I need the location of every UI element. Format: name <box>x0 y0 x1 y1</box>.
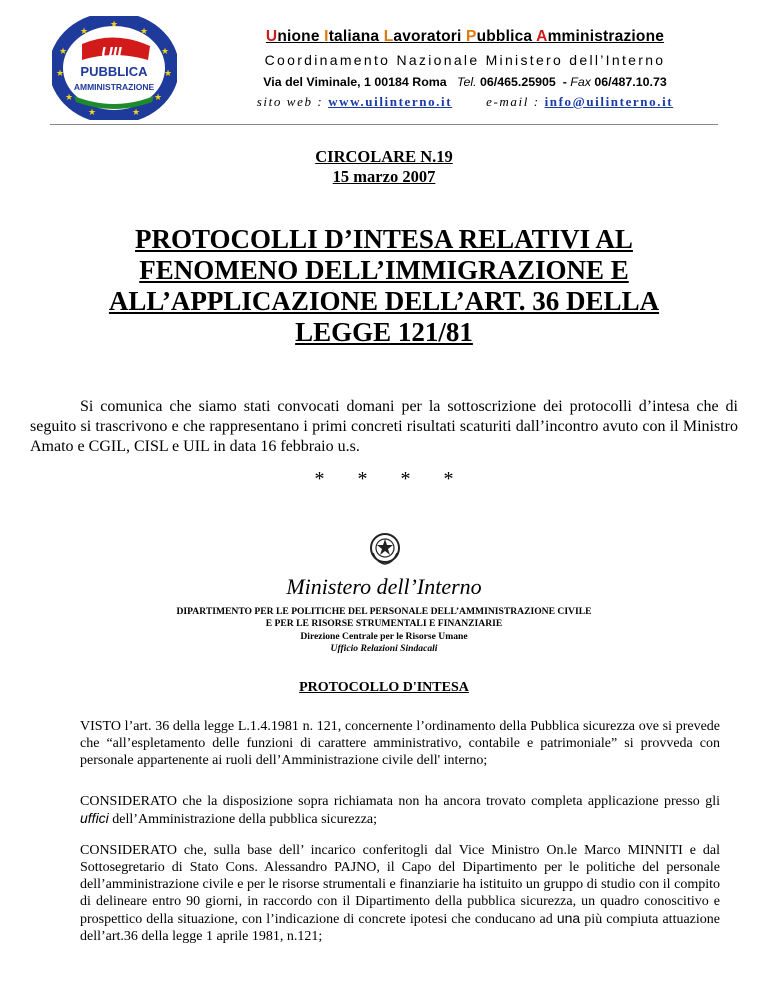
logo-line1: PUBBLICA <box>80 64 148 79</box>
svg-text:★: ★ <box>58 46 68 56</box>
org-name: Unione Italiana Lavoratori Pubblica Amministrazione <box>265 28 665 45</box>
dept-line2: E PER LE RISORSE STRUMENTALI E FINANZIARIE <box>265 618 503 629</box>
fax: 06/487.10.73 <box>594 75 667 89</box>
direction: Direzione Centrale per le Risorse Umane <box>300 631 468 642</box>
web-link[interactable]: www.uilinterno.it <box>328 94 453 109</box>
coordination-line: Coordinamento Nazionale Ministero dell’Interno <box>264 52 666 68</box>
separator-stars: * * * * <box>314 468 454 490</box>
dept-line1: DIPARTIMENTO PER LE POLITICHE DEL PERSONALE DELL’AMMINISTRAZIONE CIVILE <box>176 606 592 617</box>
intro-paragraph: Si comunica che siamo stati convocati domani per la sottoscrizione dei protocolli d’intesa che di seguito si trascrivono e che rappresentano i primi concreti risultati scaturiti dall’incontro avuto con il Ministro Amato e CGIL, CISL e UIL in data 16 febbraio u.s. <box>30 398 738 455</box>
svg-text:★: ★ <box>87 107 97 117</box>
web-label: sito web : <box>256 94 324 109</box>
email-link[interactable]: info@uilinterno.it <box>544 94 674 109</box>
protocol-paragraph-1: VISTO l’art. 36 della legge L.1.4.1981 n. 121, concernente l’ordinamento della Pubblica sicurezza ove si prevede che “all’espletamento delle funzioni di carattere amministrativo, contabile e patrimoniale” si provveda con personale appartenente ai ruoli dell’Amministrazione civile dell' interno; <box>80 719 720 768</box>
circular-number: CIRCOLARE N.19 <box>315 147 453 166</box>
ministry-name: Ministero dell’Interno <box>286 574 482 599</box>
tel-label: Tel. <box>457 75 477 89</box>
document-title: PROTOCOLLI D’INTESA RELATIVI AL FENOMENO DELL’IMMIGRAZIONE E ALL’APPLICAZIONE DELL’ART. 36 DELLA LEGGE 121/81 <box>108 224 660 347</box>
email-label: e-mail : <box>486 94 540 109</box>
office: Ufficio Relazioni Sindacali <box>330 643 438 654</box>
svg-text:★: ★ <box>109 19 119 29</box>
svg-text:★: ★ <box>139 26 149 36</box>
svg-text:★: ★ <box>160 46 170 56</box>
logo-top-text: UIL <box>101 45 127 62</box>
protocol-paragraph-3: CONSIDERATO che, sulla base dell’ incarico conferitogli dal Vice Ministro On.le Marco MINNITI e dal Sottosegretario di Stato Cons. Alessandro PAJNO, il Capo del Dipartimento per le politiche del personale dell’amministrazione civile e per le risorse strumentali e finanziarie ha istituito un gruppo di studio con il compito di delineare entro 90 giorni, in raccordo con il Dipartimento della pubblica sicurezza, un quadro conoscitivo e prospettico della situazione, con l’indicazione di concrete ipotesi che conducano ad una più compiuta attuazione dell’art.36 della legge 1 aprile 1981, n.121; <box>80 843 720 944</box>
svg-text:★: ★ <box>163 68 173 78</box>
contact-line: Via del Viminale, 1 00184 Roma Tel. 06/465.25905 - Fax 06/487.10.73 <box>263 75 667 89</box>
svg-text:★: ★ <box>79 26 89 36</box>
svg-text:★: ★ <box>153 92 163 102</box>
tel: 06/465.25905 <box>480 75 556 89</box>
logo-line2: AMMINISTRAZIONE <box>73 82 155 92</box>
web-line <box>210 94 720 110</box>
protocol-title: PROTOCOLLO D'INTESA <box>299 680 469 695</box>
svg-text:★: ★ <box>55 68 65 78</box>
svg-text:★: ★ <box>131 107 141 117</box>
protocol-paragraph-2: CONSIDERATO che la disposizione sopra richiamata non ha ancora trovato completa applicazione presso gli uffici dell’Amministrazione della pubblica sicurezza; <box>80 794 720 827</box>
svg-text:★: ★ <box>64 92 74 102</box>
circular-date: 15 marzo 2007 <box>332 167 436 186</box>
republic-emblem-icon <box>369 531 401 565</box>
header-divider <box>50 124 718 125</box>
address: Via del Viminale, 1 00184 Roma <box>263 75 447 89</box>
fax-label: Fax <box>570 75 591 89</box>
uil-logo <box>52 16 177 120</box>
